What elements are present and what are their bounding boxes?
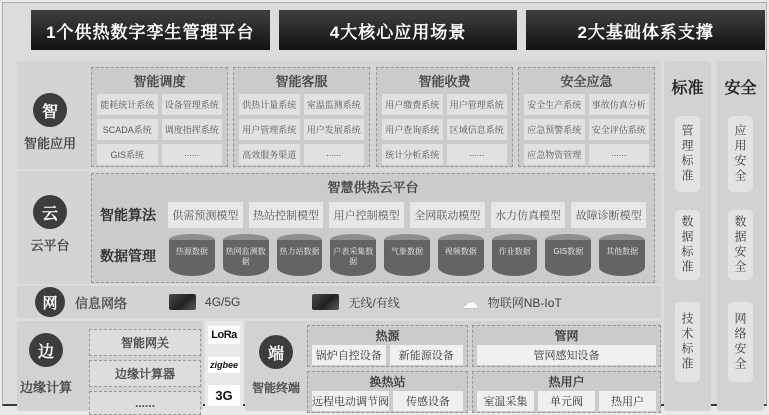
network-item-nbiot [462, 294, 562, 311]
data-management-row [100, 234, 646, 278]
system-chip: 高效服务渠道 [239, 144, 300, 165]
system-chip: ...... [447, 144, 508, 165]
group-title: 智能收费 [418, 74, 471, 89]
system-chip: 用户管理系统 [239, 119, 300, 140]
network-item-label: 无线/有线 [348, 295, 400, 310]
database-cylinder: 视频数据 [437, 234, 485, 278]
cloud-layer-icon: 云 [33, 195, 67, 229]
system-chip: 安全评估系统 [589, 119, 650, 140]
network-item-label: 4G/5G [205, 295, 241, 309]
device-chip: 锅炉自控设备 [312, 345, 386, 365]
security-pill: 数据安全 [728, 210, 753, 280]
header-scenarios: 4大核心应用场景 [279, 10, 518, 50]
security-pill: 网络安全 [728, 302, 753, 382]
group-title: 智能客服 [275, 74, 328, 89]
database-cylinder: 户表采集数据 [329, 234, 377, 278]
device-chip: 单元阀 [538, 391, 595, 411]
system-chip: 设备管理系统 [162, 94, 223, 115]
terminal-grid [307, 325, 657, 407]
system-chip: 应急物资管理 [524, 144, 585, 165]
network-layer-strip [17, 286, 661, 318]
cloud-panel-title: 智慧供热云平台 [327, 180, 419, 195]
system-chip: 安全生产系统 [524, 94, 585, 115]
database-cylinder: 热力站数据 [276, 234, 324, 278]
device-chip: 远程电动调节阀 [312, 391, 389, 411]
data-management-label: 数据管理 [100, 248, 156, 264]
model-chip: 全网联动模型 [410, 202, 485, 228]
system-chip: 能耗统计系统 [97, 94, 158, 115]
system-chip: 供热计量系统 [239, 94, 300, 115]
edge-computing-panel [17, 321, 203, 411]
device-chip: 管网感知设备 [477, 345, 656, 365]
network-item-wired-wireless [312, 294, 399, 311]
standard-pill: 管理标准 [675, 116, 700, 192]
database-cylinder: 气象数据 [383, 234, 431, 278]
terminal-layer-label: 智能终端 [251, 381, 300, 395]
system-chip: SCADA系统 [97, 119, 158, 140]
algorithms-row [100, 202, 646, 228]
model-chip: 故障诊断模型 [571, 202, 646, 228]
device-chip: 室温采集 [477, 391, 534, 411]
device-chip: 传感设备 [393, 391, 463, 411]
standard-pill: 数据标准 [675, 210, 700, 280]
standards-rail-header: 标准 [671, 80, 704, 97]
header-platform: 1个供热数字孪生管理平台 [31, 10, 270, 50]
system-chip: 用户查询系统 [382, 119, 443, 140]
terminal-group-heat-user: 热用户 室温采集 单元阀 热用户 [472, 371, 661, 413]
system-chip: GIS系统 [97, 144, 158, 165]
app-layer-label: 智能应用 [23, 136, 76, 151]
system-chip: 用户缴费系统 [382, 94, 443, 115]
model-chip: 热站控制模型 [249, 202, 324, 228]
system-chip: 用户发展系统 [304, 119, 365, 140]
3g-logo-icon: 3G [208, 385, 240, 406]
edge-layer-icon: 边 [29, 333, 63, 367]
edge-layer-label: 边缘计算 [19, 380, 72, 395]
device-chip: 新能源设备 [390, 345, 464, 365]
database-cylinder: GIS数据 [544, 234, 592, 278]
terminal-group-pipe-network: 管网 管网感知设备 [472, 325, 661, 367]
database-cylinder: 作业数据 [491, 234, 539, 278]
iot-cloud-icon: ☁ [461, 292, 479, 312]
edge-device: 边缘计算器 [89, 360, 201, 387]
title-bar [31, 10, 765, 50]
network-layer-icon: 网 [35, 287, 65, 317]
group-safety-emergency [518, 67, 655, 167]
zigbee-logo-icon: zigbee [208, 357, 240, 373]
cloud-platform-panel [91, 173, 655, 283]
system-chip: 调度指挥系统 [162, 119, 223, 140]
group-title: 安全应急 [560, 74, 613, 89]
group-title: 智能调度 [133, 74, 186, 89]
terminal-group-heat-source: 热源 锅炉自控设备 新能源设备 [307, 325, 468, 367]
model-chip: 水力仿真模型 [491, 202, 566, 228]
system-chip: 用户管理系统 [447, 94, 508, 115]
cloud-layer-label: 云平台 [30, 238, 70, 253]
device-chip: 热用户 [599, 391, 656, 411]
smart-terminal-panel [245, 321, 661, 411]
group-smart-dispatch [91, 67, 228, 167]
database-cylinder: 热网监测数据 [222, 234, 270, 278]
network-layer-label: 信息网络 [75, 295, 128, 311]
app-layer-icon: 智 [33, 93, 67, 127]
system-chip: 应急预警系统 [524, 119, 585, 140]
edge-device: 智能网关 [89, 329, 201, 356]
network-item-4g5g [169, 294, 240, 310]
system-chip: ...... [589, 144, 650, 165]
group-smart-billing [376, 67, 513, 167]
network-item-label: 物联网NB-IoT [487, 295, 562, 310]
standard-pill: 技术标准 [675, 302, 700, 382]
diagram-canvas [2, 2, 767, 410]
cell-tower-icon [169, 294, 196, 310]
group-smart-service [233, 67, 370, 167]
standards-rail [664, 61, 711, 411]
system-chip: ...... [162, 144, 223, 165]
protocol-column [205, 321, 243, 411]
database-cylinder: 其他数据 [598, 234, 646, 278]
network-cable-icon [312, 294, 339, 310]
lora-logo-icon: LoRa [208, 326, 240, 344]
system-chip: 事故仿真分析 [589, 94, 650, 115]
edge-device-stack [89, 329, 201, 415]
algorithms-label: 智能算法 [100, 207, 156, 223]
security-rail-header: 安全 [724, 80, 757, 97]
model-chip: 供需预测模型 [168, 202, 243, 228]
security-pill: 应用安全 [728, 116, 753, 192]
system-chip: ...... [304, 144, 365, 165]
security-rail [717, 61, 764, 411]
system-chip: 区域信息系统 [447, 119, 508, 140]
system-chip: 室温监测系统 [304, 94, 365, 115]
terminal-group-heat-station: 换热站 远程电动调节阀 传感设备 [307, 371, 468, 413]
header-foundations: 2大基础体系支撑 [526, 10, 765, 50]
model-chip: 用户控制模型 [329, 202, 404, 228]
terminal-layer-icon: 端 [259, 335, 293, 369]
database-cylinder: 热源数据 [168, 234, 216, 278]
system-chip: 统计分析系统 [382, 144, 443, 165]
edge-device: ...... [89, 391, 201, 415]
